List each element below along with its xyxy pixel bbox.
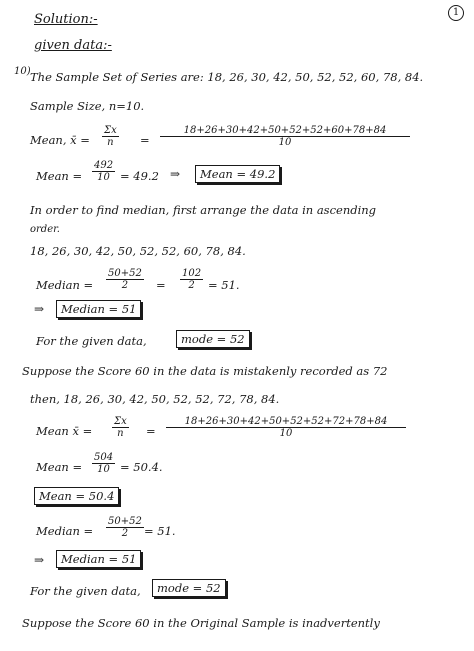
mean2b-lhs: Mean = [36, 460, 83, 474]
mean2-sigma-fraction [112, 416, 129, 439]
mean2-result-box: Mean = 50.4 [34, 487, 119, 505]
mean1b-num: 492 [94, 160, 114, 171]
mean1-sum: 18+26+30+42+50+52+52+60+78+84 [160, 125, 410, 137]
mean1b-lhs: Mean = [36, 169, 83, 183]
median2-result-box: Median = 51 [56, 550, 141, 568]
suppose2-line: Suppose the Score 60 in the Original Sample is inadvertently [22, 616, 380, 630]
median1-den: 2 [121, 280, 129, 291]
n-denominator: n [117, 428, 124, 439]
median1-result-box: Median = 51 [56, 300, 141, 318]
median1-result: = 51. [208, 278, 240, 292]
sample-set-line: The Sample Set of Series are: 18, 26, 30, 42, 50, 52, 52, 60, 78, 84. [30, 70, 424, 84]
sample-size-line: Sample Size, n=10. [30, 99, 145, 113]
mean1b-result: = 49.2 [120, 169, 159, 183]
mean2-sum: 18+26+30+42+50+52+52+72+78+84 [166, 416, 406, 428]
median1-fraction [106, 268, 144, 291]
mean1-equals: = [140, 133, 150, 147]
n-denominator: n [107, 137, 114, 148]
median1-num2: 102 [182, 268, 202, 279]
mean2-den: 10 [279, 428, 293, 439]
question-number: 10) [14, 66, 31, 77]
then-data-line: then, 18, 26, 30, 42, 50, 52, 52, 72, 78, 84. [30, 392, 280, 406]
median1-den2: 2 [188, 280, 195, 291]
mean1b-fraction [92, 160, 115, 183]
order-text-line2: order. [30, 224, 60, 235]
sorted-data-line: 18, 26, 30, 42, 50, 52, 52, 60, 78, 84. [30, 244, 246, 258]
mean1-sum-fraction [160, 125, 410, 148]
mode2-result-box: mode = 52 [152, 579, 226, 597]
mean2b-result: = 50.4. [120, 460, 163, 474]
median2-den: 2 [121, 528, 129, 539]
mode2-text: For the given data, [30, 584, 141, 598]
mode1-result-box: mode = 52 [176, 330, 250, 348]
implies-arrow-icon: ⇒ [34, 553, 45, 567]
mean1-result-box: Mean = 49.2 [195, 165, 280, 183]
suppose1-line: Suppose the Score 60 in the data is mistakenly recorded as 72 [22, 364, 388, 378]
median1-num: 50+52 [108, 268, 142, 279]
mean2-lhs: Mean x̄ = [36, 424, 93, 438]
mean1-sigma-fraction [102, 125, 119, 148]
sigma-x: Σx [104, 125, 117, 136]
mode1-text: For the given data, [36, 334, 147, 348]
median1-equals: = [156, 278, 166, 292]
median2-num: 50+52 [108, 516, 142, 527]
mean1-lhs: Mean, x̄ = [30, 133, 90, 147]
given-data-heading: given data:- [34, 38, 112, 53]
mean2-equals: = [146, 424, 156, 438]
implies-arrow-icon: ⇒ [170, 167, 181, 181]
mean2-sum-fraction [166, 416, 406, 439]
median1-fraction2 [180, 268, 203, 291]
median2-result: = 51. [144, 524, 176, 538]
mean2b-den: 10 [97, 464, 110, 475]
sigma-x: Σx [114, 416, 127, 427]
order-text-line1: In order to find median, first arrange the data in ascending [30, 203, 377, 217]
mean1-den: 10 [278, 137, 292, 148]
mean2b-num: 504 [94, 452, 114, 463]
mean1b-den: 10 [97, 172, 110, 183]
mean2b-fraction [92, 452, 115, 475]
solution-heading: Solution:- [34, 12, 98, 27]
median1-lhs: Median = [36, 278, 94, 292]
median2-lhs: Median = [36, 524, 94, 538]
page-number: 1 [448, 5, 464, 21]
implies-arrow-icon: ⇒ [34, 302, 45, 316]
median2-fraction [106, 516, 144, 539]
